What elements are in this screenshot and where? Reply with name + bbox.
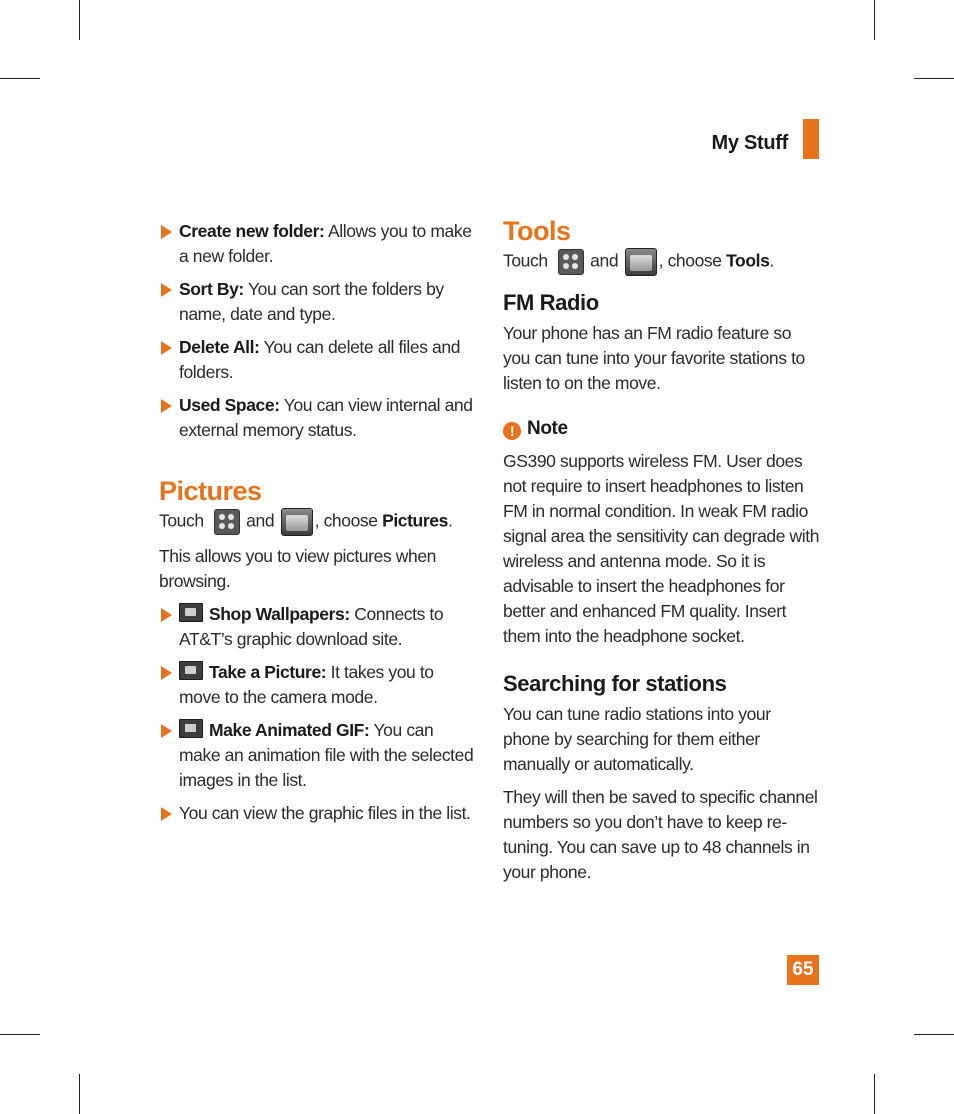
item-term: Take a Picture: — [209, 662, 327, 682]
item-term: Delete All: — [179, 337, 260, 357]
header-tab-marker — [803, 119, 819, 159]
item-term: Used Space: — [179, 395, 280, 415]
searching-body-1: You can tune radio stations into your phone by searching for them either manually or automatically. — [503, 704, 771, 774]
list-item — [159, 393, 474, 443]
note-heading — [503, 416, 821, 441]
item-text: Allows you to make a new folder. — [179, 221, 472, 266]
list-item — [159, 335, 474, 385]
section-title-pictures: Pictures — [159, 476, 262, 506]
item-text: You can view the graphic files in the list. — [179, 803, 471, 823]
touch-end: . — [447, 510, 453, 531]
section-title-tools: Tools — [503, 216, 571, 246]
crop-mark — [874, 1074, 875, 1114]
bullet-arrow-icon — [161, 341, 172, 355]
page-number: 65 — [787, 955, 819, 985]
bullet-arrow-icon — [161, 666, 172, 680]
list-item — [159, 602, 474, 652]
item-term: Shop Wallpapers: — [209, 604, 350, 624]
touch-suffix: , choose — [314, 510, 383, 531]
bullet-arrow-icon — [161, 225, 172, 239]
warning-icon: ! — [503, 422, 521, 440]
item-term: Sort By: — [179, 279, 244, 299]
crop-mark — [79, 0, 80, 40]
list-item — [159, 277, 474, 327]
crop-mark — [914, 1034, 954, 1035]
fm-radio-body: Your phone has an FM radio feature so you can tune into your favorite stations to listen to on the move. — [503, 323, 805, 393]
touch-instruction — [159, 508, 474, 536]
my-stuff-folder-icon — [625, 248, 657, 276]
bullet-arrow-icon — [161, 283, 172, 297]
item-text: You can make an animation file with the selected images in the list. — [179, 720, 474, 790]
animated-gif-icon — [179, 719, 203, 738]
item-text: It takes you to move to the camera mode. — [179, 662, 434, 707]
bullet-arrow-icon — [161, 724, 172, 738]
menu-grid-icon — [214, 509, 240, 535]
menu-grid-icon — [558, 249, 584, 275]
item-text: Connects to AT&T’s graphic download site. — [179, 604, 444, 649]
subsection-title-searching: Searching for stations — [503, 671, 727, 696]
right-column — [503, 216, 821, 893]
note-body: GS390 supports wireless FM. User does not require to insert headphones to listen FM in normal condition. In weak FM radio signal area the sensitivity can degrade with wireless and antenna mode. So it is advisable to insert the headphones for better and enhanced FM quality. Insert them into the headphone socket. — [503, 451, 820, 646]
touch-instruction — [503, 248, 821, 276]
wallpaper-icon — [179, 603, 203, 622]
crop-mark — [0, 1034, 40, 1035]
touch-suffix: , choose — [658, 250, 727, 271]
item-text: You can sort the folders by name, date and type. — [179, 279, 444, 324]
list-item — [159, 219, 474, 269]
crop-mark — [874, 0, 875, 40]
item-term: Make Animated GIF: — [209, 720, 370, 740]
crop-mark — [0, 78, 40, 79]
subsection-title-fm-radio: FM Radio — [503, 290, 599, 315]
running-header: My Stuff — [711, 132, 788, 154]
list-item — [159, 660, 474, 710]
list-item — [159, 718, 474, 793]
searching-body-2: They will then be saved to specific channel numbers so you don’t have to keep re-tuning. You can save up to 48 channels in your phone. — [503, 787, 818, 882]
left-column — [159, 219, 474, 834]
note-label: Note — [527, 418, 568, 439]
list-item — [159, 801, 474, 826]
item-text: You can view internal and external memory status. — [179, 395, 473, 440]
touch-prefix: Touch — [159, 510, 204, 531]
crop-mark — [914, 78, 954, 79]
crop-mark — [79, 1074, 80, 1114]
touch-and: and — [590, 250, 619, 271]
item-term: Create new folder: — [179, 221, 325, 241]
bullet-arrow-icon — [161, 807, 172, 821]
touch-and: and — [246, 510, 275, 531]
pictures-intro: This allows you to view pictures when browsing. — [159, 546, 436, 591]
bullet-arrow-icon — [161, 399, 172, 413]
camera-icon — [179, 661, 203, 680]
touch-target: Pictures — [382, 510, 448, 531]
touch-end: . — [769, 250, 774, 271]
item-text: You can delete all files and folders. — [179, 337, 461, 382]
touch-target: Tools — [726, 250, 770, 271]
my-stuff-folder-icon — [281, 508, 313, 536]
touch-prefix: Touch — [503, 250, 548, 271]
bullet-arrow-icon — [161, 608, 172, 622]
